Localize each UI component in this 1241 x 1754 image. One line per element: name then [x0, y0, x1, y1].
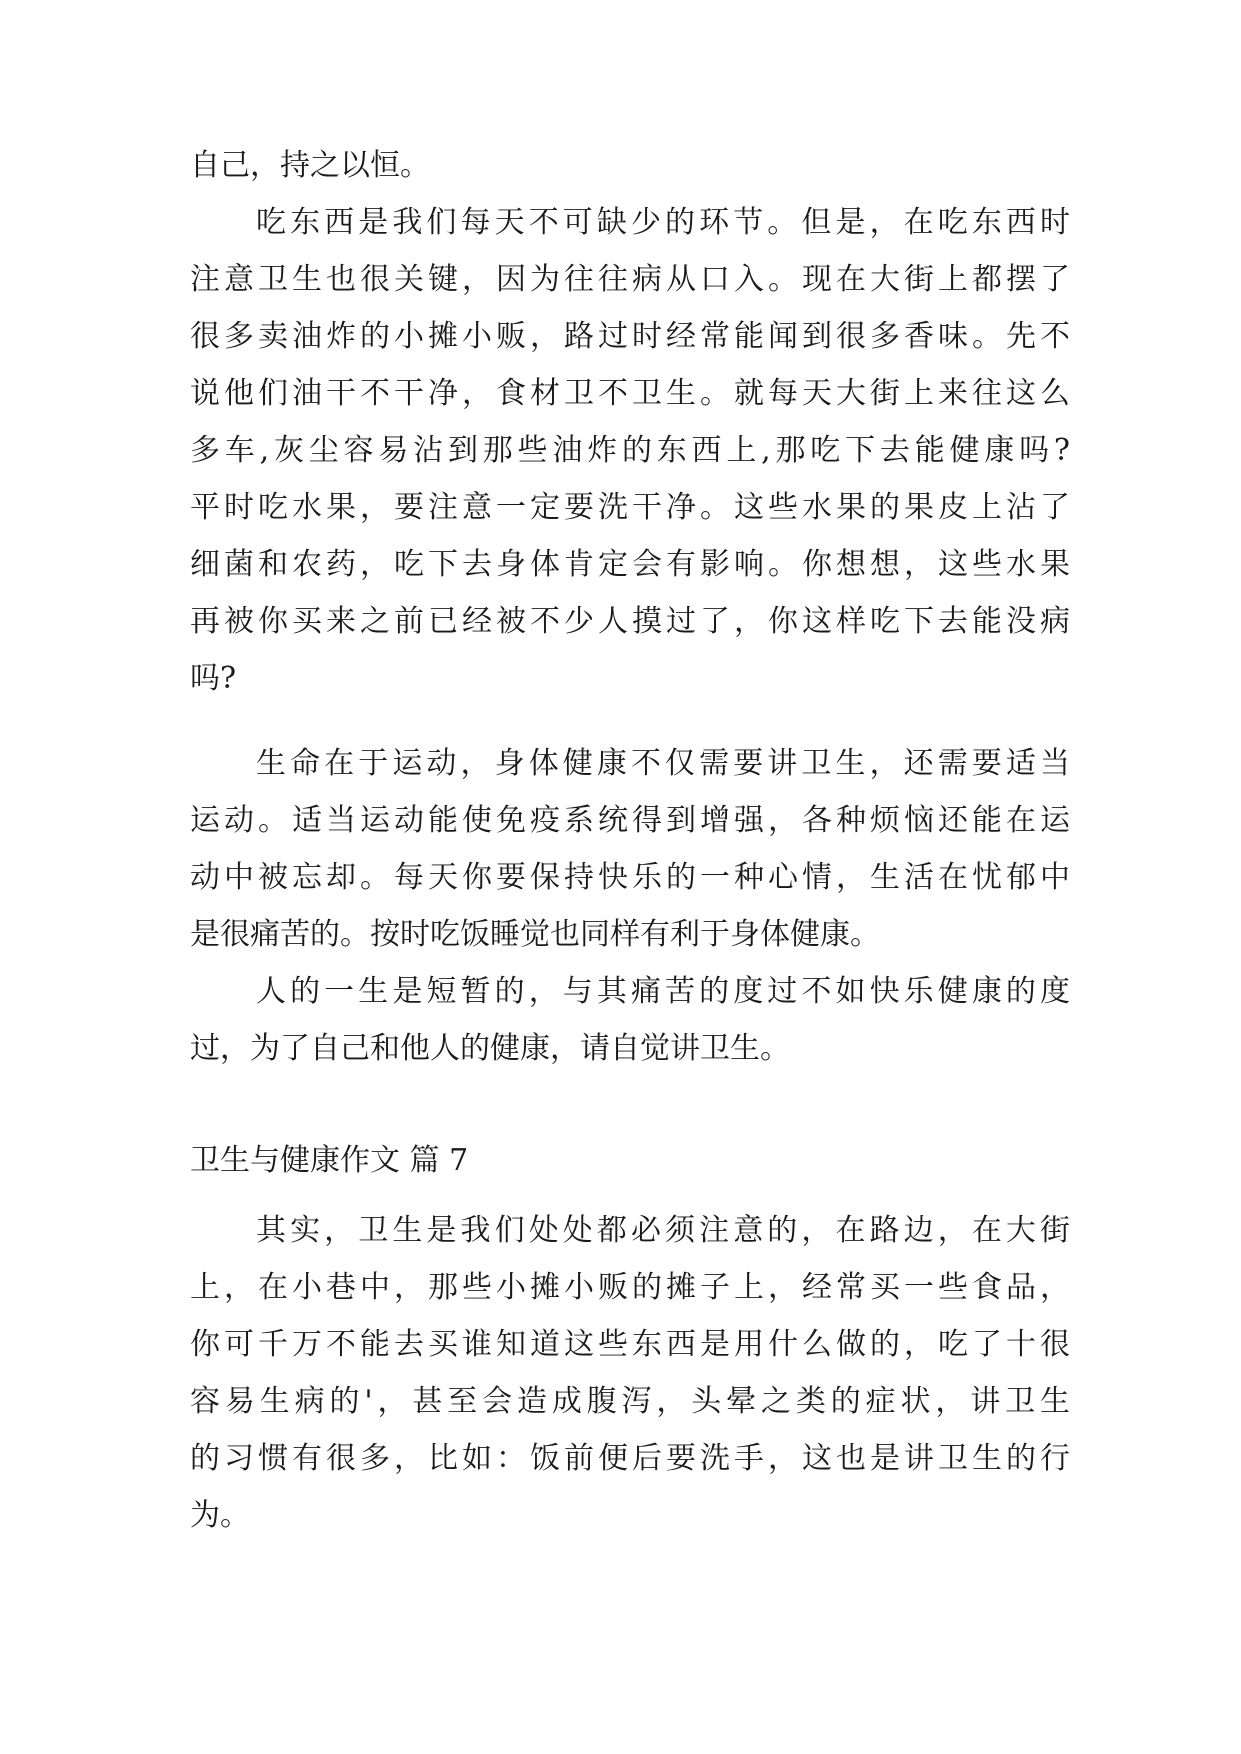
- paragraph-first-line: 其实，卫生是我们处处都必须注意的，在路边，在大街: [256, 1213, 1070, 1248]
- paragraph-first-line: 生命在于运动，身体健康不仅需要讲卫生，还需要适当: [256, 746, 1070, 781]
- paragraph-first-line: 吃东西是我们每天不可缺少的环节。但是，在吃东西时: [256, 205, 1070, 240]
- text-line: 为。: [190, 1498, 250, 1533]
- text-line: 再被你买来之前已经被不少人摸过了，你这样吃下去能没病: [190, 604, 1070, 639]
- paragraph-first-line: 人的一生是短暂的，与其痛苦的度过不如快乐健康的度: [256, 974, 1070, 1009]
- text-line: 很多卖油炸的小摊小贩，路过时经常能闻到很多香味。先不: [190, 319, 1070, 354]
- text-line: 吗?: [190, 661, 237, 696]
- text-line: 细菌和农药，吃下去身体肯定会有影响。你想想，这些水果: [190, 547, 1070, 582]
- text-line: 多车,灰尘容易沾到那些油炸的东西上,那吃下去能健康吗?: [190, 433, 1070, 468]
- text-line: 动中被忘却。每天你要保持快乐的一种心情，生活在忧郁中: [190, 860, 1070, 895]
- text-line: 自己，持之以恒。: [190, 148, 430, 183]
- text-line: 是很痛苦的。按时吃饭睡觉也同样有利于身体健康。: [190, 917, 880, 952]
- text-line: 的习惯有很多，比如：饭前便后要洗手，这也是讲卫生的行: [190, 1441, 1070, 1476]
- text-line: 上，在小巷中，那些小摊小贩的摊子上，经常买一些食品，: [190, 1270, 1070, 1305]
- text-line: 你可千万不能去买谁知道这些东西是用什么做的，吃了十很: [190, 1327, 1070, 1362]
- text-line: 平时吃水果，要注意一定要洗干净。这些水果的果皮上沾了: [190, 490, 1070, 525]
- text-line: 说他们油干不干净，食材卫不卫生。就每天大街上来往这么: [190, 376, 1070, 411]
- text-line: 注意卫生也很关键，因为往往病从口入。现在大街上都摆了: [190, 262, 1070, 297]
- text-line: 容易生病的'，甚至会造成腹泻，头晕之类的症状，讲卫生: [190, 1384, 1070, 1419]
- text-line: 过，为了自己和他人的健康，请自觉讲卫生。: [190, 1031, 790, 1066]
- section-heading: 卫生与健康作文 篇 7: [190, 1143, 469, 1178]
- text-line: 运动。适当运动能使免疫系统得到增强，各种烦恼还能在运: [190, 803, 1070, 838]
